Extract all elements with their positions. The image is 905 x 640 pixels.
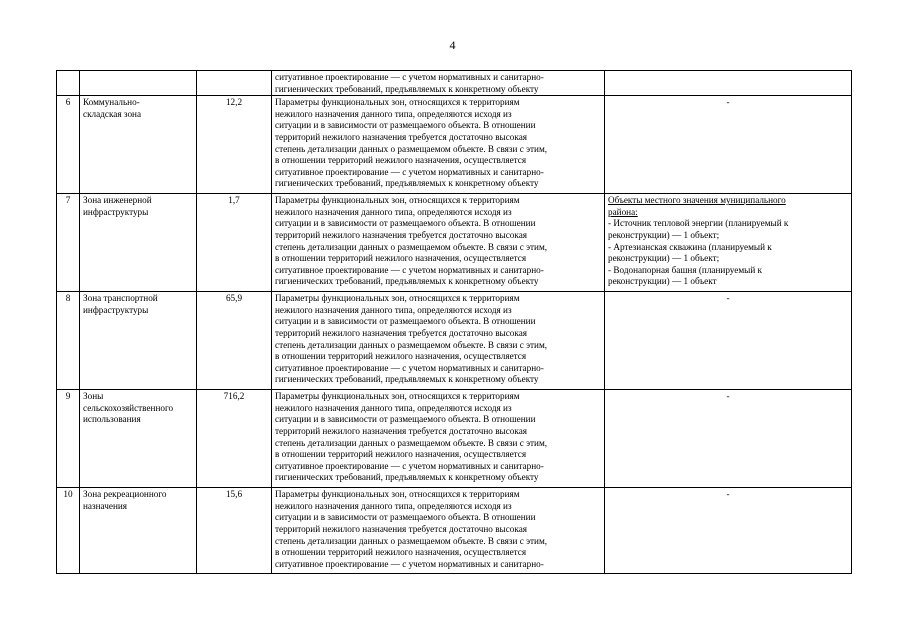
- cell-description: [272, 71, 605, 96]
- description-line: ситуативное проектирование — с учетом нормативных и санитарно-: [275, 72, 544, 82]
- cell-description: [272, 488, 605, 574]
- description-line: ситуации и в зависимости от размещаемого объекта. В отношении: [275, 414, 536, 425]
- cell-area: 1,7: [197, 194, 272, 292]
- objects-heading: района:: [608, 206, 638, 217]
- zone-name-line: Зона инженерной: [83, 195, 152, 206]
- cell-area: 716,2: [197, 390, 272, 488]
- description-line: гигиенических требований, предъявляемых к конкретному объекту: [275, 472, 539, 483]
- objects-heading: Объекты местного значения муниципального: [608, 195, 786, 206]
- description-line: ситуативное проектирование — с учетом нормативных и санитарно-: [275, 166, 544, 177]
- description-line: в отношении территорий нежилого назначения, осуществляется: [275, 253, 527, 264]
- cell-zone-name: [80, 194, 197, 292]
- description-line: Параметры функциональных зон, относящихся к территориям: [275, 489, 520, 500]
- cell-area: [197, 71, 272, 96]
- description-line: ситуации и в зависимости от размещаемого объекта. В отношении: [275, 316, 536, 327]
- object-line: - Водонапорная башня (планируемый к: [608, 264, 763, 275]
- description-line: нежилого назначения данного типа, определяются исходя из: [275, 304, 512, 315]
- description-line: гигиенических требований, предъявляемых к конкретному объекту: [275, 178, 539, 189]
- cell-objects: -: [605, 488, 852, 574]
- description-line: нежилого назначения данного типа, определяются исходя из: [275, 108, 512, 119]
- description-line: степень детализации данных о размещаемом объекте. В связи с этим,: [275, 535, 548, 546]
- zone-name-line: сельскохозяйственного: [83, 402, 174, 413]
- cell-objects: [605, 194, 852, 292]
- description-line: нежилого назначения данного типа, определяются исходя из: [275, 206, 512, 217]
- zone-name-line: складская зона: [83, 108, 142, 119]
- description-line: гигиенических требований, предъявляемых к конкретному объекту: [275, 374, 539, 385]
- description-line: территорий нежилого назначения требуется достаточно высокая: [275, 327, 528, 338]
- cell-num: 8: [57, 292, 80, 390]
- cell-zone-name: [80, 390, 197, 488]
- description-line: территорий нежилого назначения требуется достаточно высокая: [275, 229, 528, 240]
- cell-description: [272, 194, 605, 292]
- description-line: ситуации и в зависимости от размещаемого объекта. В отношении: [275, 512, 536, 523]
- zone-name-line: назначения: [83, 500, 128, 511]
- cell-zone-name: [80, 292, 197, 390]
- cell-area: 15,6: [197, 488, 272, 574]
- description-line: гигиенических требований, предъявляемых к конкретному объекту: [275, 276, 539, 287]
- description-line: степень детализации данных о размещаемом объекте. В связи с этим,: [275, 437, 548, 448]
- table-row: [57, 194, 852, 292]
- table-row: [57, 390, 852, 488]
- cell-description: [272, 390, 605, 488]
- object-line: реконструкции) — 1 объект;: [608, 253, 720, 264]
- description-line: в отношении территорий нежилого назначения, осуществляется: [275, 351, 527, 362]
- object-line: - Артезианская скважина (планируемый к: [608, 241, 772, 252]
- zone-name-line: Зона транспортной: [83, 293, 158, 304]
- cell-num: 9: [57, 390, 80, 488]
- cell-num: [57, 71, 80, 96]
- table-row: [57, 292, 852, 390]
- cell-description: [272, 292, 605, 390]
- cell-objects: -: [605, 390, 852, 488]
- description-line: в отношении территорий нежилого назначения, осуществляется: [275, 449, 527, 460]
- table-row: [57, 488, 852, 574]
- cell-area: 12,2: [197, 96, 272, 194]
- cell-zone-name: [80, 96, 197, 194]
- cell-area: 65,9: [197, 292, 272, 390]
- description-line: территорий нежилого назначения требуется достаточно высокая: [275, 523, 528, 534]
- cell-objects: -: [605, 96, 852, 194]
- object-line: реконструкции) — 1 объект: [608, 276, 717, 287]
- zone-name-line: Зоны: [83, 391, 104, 402]
- zone-name-line: Коммунально-: [83, 97, 140, 108]
- description-line: степень детализации данных о размещаемом объекте. В связи с этим,: [275, 339, 548, 350]
- description-line: ситуации и в зависимости от размещаемого объекта. В отношении: [275, 120, 536, 131]
- description-line: ситуативное проектирование — с учетом нормативных и санитарно-: [275, 460, 544, 471]
- functional-zones-table: [56, 70, 852, 574]
- description-line: гигиенических требований, предъявляемых к конкретному объекту: [275, 83, 539, 94]
- zone-name-line: инфраструктуры: [83, 206, 149, 217]
- description-line: Параметры функциональных зон, относящихся к территориям: [275, 195, 520, 206]
- description-line: территорий нежилого назначения требуется достаточно высокая: [275, 425, 528, 436]
- description-line: Параметры функциональных зон, относящихся к территориям: [275, 391, 520, 402]
- description-line: Параметры функциональных зон, относящихся к территориям: [275, 293, 520, 304]
- cell-num: 6: [57, 96, 80, 194]
- cell-zone-name: [80, 488, 197, 574]
- description-line: нежилого назначения данного типа, определяются исходя из: [275, 402, 512, 413]
- description-line: ситуативное проектирование — с учетом нормативных и санитарно-: [275, 362, 544, 373]
- description-line: ситуации и в зависимости от размещаемого объекта. В отношении: [275, 218, 536, 229]
- cell-num: 7: [57, 194, 80, 292]
- zone-name-line: инфраструктуры: [83, 304, 149, 315]
- description-line: степень детализации данных о размещаемом объекте. В связи с этим,: [275, 143, 548, 154]
- page-number: 4: [449, 38, 456, 52]
- description-line: нежилого назначения данного типа, определяются исходя из: [275, 500, 512, 511]
- object-line: - Источник тепловой энергии (планируемый к: [608, 218, 789, 229]
- cell-description: [272, 96, 605, 194]
- description-line: в отношении территорий нежилого назначения, осуществляется: [275, 155, 527, 166]
- zone-name-line: Зона рекреационного: [83, 489, 167, 500]
- description-line: территорий нежилого назначения требуется достаточно высокая: [275, 131, 528, 142]
- description-line: в отношении территорий нежилого назначения, осуществляется: [275, 547, 527, 558]
- cell-zone-name: [80, 71, 197, 96]
- table-row-continuation: [57, 71, 852, 96]
- table-row: [57, 96, 852, 194]
- cell-objects: -: [605, 292, 852, 390]
- description-line: Параметры функциональных зон, относящихся к территориям: [275, 97, 520, 108]
- object-line: реконструкции) — 1 объект;: [608, 229, 720, 240]
- cell-num: 10: [57, 488, 80, 574]
- description-line: ситуативное проектирование — с учетом нормативных и санитарно-: [275, 264, 544, 275]
- description-line: степень детализации данных о размещаемом объекте. В связи с этим,: [275, 241, 548, 252]
- zone-name-line: использования: [83, 414, 141, 425]
- description-line: ситуативное проектирование — с учетом нормативных и санитарно-: [275, 558, 544, 569]
- cell-objects: [605, 71, 852, 96]
